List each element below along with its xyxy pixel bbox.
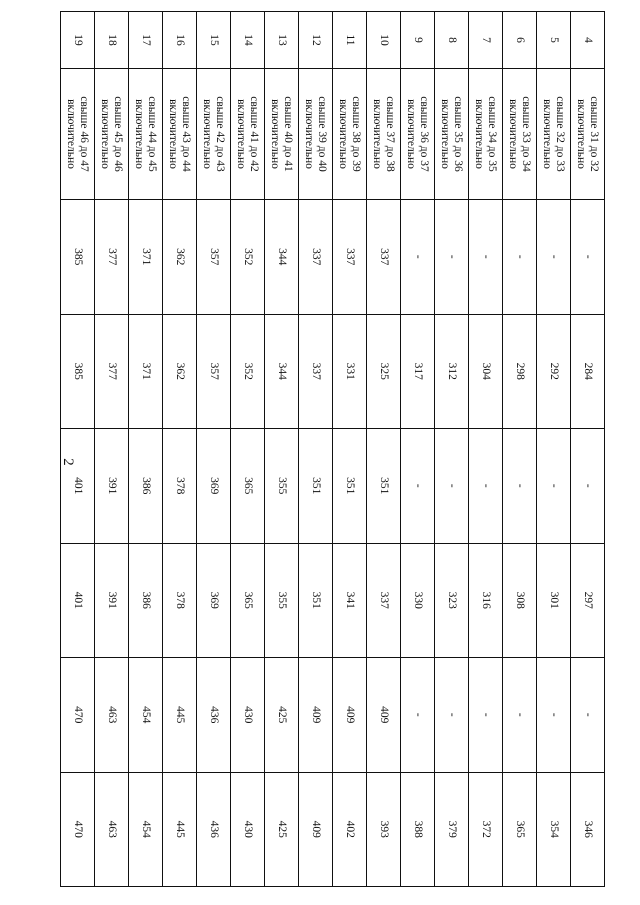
value-cell-col3: -	[469, 429, 503, 544]
table-row	[231, 12, 265, 887]
value-cell-col5: 436	[197, 658, 231, 773]
range-line-1: свыше 37 до 38	[383, 96, 396, 172]
value-cell-col3: 351	[299, 429, 333, 544]
range-cell	[231, 69, 265, 200]
value-cell-col4: 355	[265, 543, 299, 658]
row-number-cell: 16	[163, 12, 197, 69]
row-number-cell: 8	[435, 12, 469, 69]
range-line-2: включительно	[575, 99, 588, 169]
value-cell-col5: 409	[299, 658, 333, 773]
range-cell	[401, 69, 435, 200]
value-cell-col2: 317	[401, 314, 435, 429]
row-number-cell: 18	[95, 12, 129, 69]
value-cell-col6: 454	[129, 772, 163, 887]
range-cell	[95, 69, 129, 200]
value-cell-col1: 352	[231, 200, 265, 315]
table-row	[129, 12, 163, 887]
value-cell-col3: -	[503, 429, 537, 544]
range-cell	[265, 69, 299, 200]
range-line-2: включительно	[473, 99, 486, 169]
range-line-1: свыше 42 до 43	[213, 96, 226, 172]
range-cell	[333, 69, 367, 200]
value-cell-col4: 301	[537, 543, 571, 658]
value-cell-col3: 351	[333, 429, 367, 544]
row-number-cell: 14	[231, 12, 265, 69]
table-row	[299, 12, 333, 887]
range-line-1: свыше 35 до 36	[451, 96, 464, 172]
value-cell-col6: 393	[367, 772, 401, 887]
value-cell-col5: 430	[231, 658, 265, 773]
range-line-1: свыше 40 до 41	[281, 96, 294, 172]
value-cell-col6: 372	[469, 772, 503, 887]
value-cell-col4: 369	[197, 543, 231, 658]
value-cell-col6: 379	[435, 772, 469, 887]
value-cell-col6: 430	[231, 772, 265, 887]
range-cell	[435, 69, 469, 200]
value-cell-col3: 365	[231, 429, 265, 544]
range-cell	[537, 69, 571, 200]
range-cell	[503, 69, 537, 200]
value-cell-col1: 377	[95, 200, 129, 315]
value-cell-col4: 316	[469, 543, 503, 658]
value-cell-col1: 362	[163, 200, 197, 315]
value-cell-col6: 445	[163, 772, 197, 887]
value-cell-col2: 312	[435, 314, 469, 429]
range-line-1: свыше 43 до 44	[179, 96, 192, 172]
page-number: 2	[60, 458, 76, 466]
row-number-cell: 4	[571, 12, 605, 69]
range-line-2: включительно	[541, 99, 554, 169]
range-cell	[367, 69, 401, 200]
range-cell	[299, 69, 333, 200]
range-line-2: включительно	[507, 99, 520, 169]
value-cell-col4: 378	[163, 543, 197, 658]
value-cell-col5: -	[435, 658, 469, 773]
value-cell-col3: -	[401, 429, 435, 544]
value-cell-col3: -	[571, 429, 605, 544]
value-cell-col3: 378	[163, 429, 197, 544]
value-cell-col6: 388	[401, 772, 435, 887]
value-cell-col6: 425	[265, 772, 299, 887]
value-cell-col1: 371	[129, 200, 163, 315]
range-line-1: свыше 34 до 35	[485, 96, 498, 172]
value-cell-col2: 337	[299, 314, 333, 429]
value-cell-col5: 463	[95, 658, 129, 773]
value-cell-col1: -	[401, 200, 435, 315]
value-cell-col3: 401	[61, 429, 95, 544]
value-cell-col6: 436	[197, 772, 231, 887]
range-line-2: включительно	[65, 99, 78, 169]
value-cell-col4: 391	[95, 543, 129, 658]
value-cell-col2: 331	[333, 314, 367, 429]
value-cell-col6: 409	[299, 772, 333, 887]
row-number-cell: 7	[469, 12, 503, 69]
value-cell-col1: 344	[265, 200, 299, 315]
value-cell-col5: -	[571, 658, 605, 773]
value-cell-col5: -	[503, 658, 537, 773]
range-line-1: свыше 39 до 40	[315, 96, 328, 172]
value-cell-col5: 409	[333, 658, 367, 773]
value-cell-col6: 463	[95, 772, 129, 887]
row-number-cell: 19	[61, 12, 95, 69]
value-cell-col3: 391	[95, 429, 129, 544]
value-cell-col4: 386	[129, 543, 163, 658]
table-row	[61, 12, 95, 887]
range-cell	[469, 69, 503, 200]
value-cell-col2: 377	[95, 314, 129, 429]
row-number-cell: 9	[401, 12, 435, 69]
value-cell-col6: 365	[503, 772, 537, 887]
table-row	[435, 12, 469, 887]
value-cell-col2: 325	[367, 314, 401, 429]
range-line-2: включительно	[405, 99, 418, 169]
table-row	[503, 12, 537, 887]
value-cell-col3: 369	[197, 429, 231, 544]
value-cell-col5: -	[537, 658, 571, 773]
value-cell-col6: 346	[571, 772, 605, 887]
row-number-cell: 17	[129, 12, 163, 69]
range-cell	[571, 69, 605, 200]
row-number-cell: 10	[367, 12, 401, 69]
value-cell-col5: 454	[129, 658, 163, 773]
range-line-2: включительно	[337, 99, 350, 169]
range-line-2: включительно	[235, 99, 248, 169]
row-number-cell: 5	[537, 12, 571, 69]
range-line-1: свыше 44 до 45	[145, 96, 158, 172]
value-cell-col5: 470	[61, 658, 95, 773]
range-line-1: свыше 36 до 37	[417, 96, 430, 172]
range-line-2: включительно	[439, 99, 452, 169]
range-line-1: свыше 45 до 46	[111, 96, 124, 172]
value-cell-col5: -	[469, 658, 503, 773]
value-cell-col4: 337	[367, 543, 401, 658]
value-cell-col1: -	[435, 200, 469, 315]
range-line-1: свыше 31 до 32	[587, 96, 600, 172]
range-line-2: включительно	[201, 99, 214, 169]
value-cell-col2: 304	[469, 314, 503, 429]
range-cell	[197, 69, 231, 200]
table-body	[61, 12, 605, 887]
value-cell-col6: 402	[333, 772, 367, 887]
table-row	[333, 12, 367, 887]
value-cell-col1: 385	[61, 200, 95, 315]
range-line-2: включительно	[269, 99, 282, 169]
value-cell-col1: -	[469, 200, 503, 315]
value-cell-col1: 337	[333, 200, 367, 315]
range-line-2: включительно	[133, 99, 146, 169]
rotated-table-container	[60, 11, 605, 878]
value-cell-col4: 341	[333, 543, 367, 658]
value-cell-col3: -	[537, 429, 571, 544]
value-cell-col2: 298	[503, 314, 537, 429]
value-cell-col6: 354	[537, 772, 571, 887]
value-cell-col5: 425	[265, 658, 299, 773]
range-line-2: включительно	[303, 99, 316, 169]
value-cell-col2: 284	[571, 314, 605, 429]
range-line-2: включительно	[371, 99, 384, 169]
value-cell-col4: 330	[401, 543, 435, 658]
value-cell-col3: 386	[129, 429, 163, 544]
value-cell-col5: 409	[367, 658, 401, 773]
range-cell	[61, 69, 95, 200]
value-cell-col2: 385	[61, 314, 95, 429]
value-cell-col2: 371	[129, 314, 163, 429]
value-cell-col1: -	[571, 200, 605, 315]
table-row	[469, 12, 503, 887]
value-cell-col1: 337	[367, 200, 401, 315]
table-row	[163, 12, 197, 887]
range-line-1: свыше 32 до 33	[553, 96, 566, 172]
value-cell-col4: 323	[435, 543, 469, 658]
value-cell-col2: 362	[163, 314, 197, 429]
range-line-1: свыше 41 до 42	[247, 96, 260, 172]
range-line-2: включительно	[167, 99, 180, 169]
row-number-cell: 15	[197, 12, 231, 69]
value-cell-col4: 351	[299, 543, 333, 658]
value-cell-col3: 355	[265, 429, 299, 544]
value-cell-col4: 365	[231, 543, 265, 658]
value-cell-col3: 351	[367, 429, 401, 544]
value-cell-col4: 308	[503, 543, 537, 658]
range-line-1: свыше 46 до 47	[77, 96, 90, 172]
value-cell-col1: -	[537, 200, 571, 315]
value-cell-col4: 401	[61, 543, 95, 658]
value-cell-col2: 292	[537, 314, 571, 429]
table-row	[95, 12, 129, 887]
value-cell-col3: -	[435, 429, 469, 544]
range-cell	[163, 69, 197, 200]
value-cell-col2: 344	[265, 314, 299, 429]
row-number-cell: 12	[299, 12, 333, 69]
value-cell-col1: 357	[197, 200, 231, 315]
value-cell-col2: 352	[231, 314, 265, 429]
table-row	[367, 12, 401, 887]
value-cell-col1: -	[503, 200, 537, 315]
range-line-1: свыше 38 до 39	[349, 96, 362, 172]
table-row	[401, 12, 435, 887]
range-cell	[129, 69, 163, 200]
value-cell-col5: 445	[163, 658, 197, 773]
row-number-cell: 11	[333, 12, 367, 69]
value-cell-col2: 357	[197, 314, 231, 429]
table-row	[571, 12, 605, 887]
value-cell-col4: 297	[571, 543, 605, 658]
tariff-table	[60, 11, 605, 887]
range-line-2: включительно	[99, 99, 112, 169]
row-number-cell: 13	[265, 12, 299, 69]
value-cell-col1: 337	[299, 200, 333, 315]
value-cell-col6: 470	[61, 772, 95, 887]
table-row	[197, 12, 231, 887]
table-row	[265, 12, 299, 887]
value-cell-col5: -	[401, 658, 435, 773]
range-line-1: свыше 33 до 34	[519, 96, 532, 172]
table-row	[537, 12, 571, 887]
row-number-cell: 6	[503, 12, 537, 69]
